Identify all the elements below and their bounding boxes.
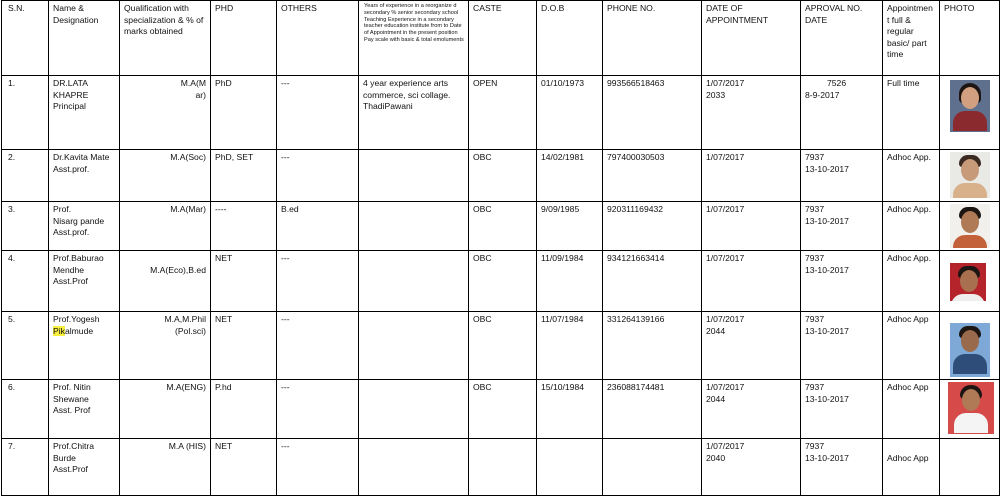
cell-name: Prof. Nitin Shewane Asst. Prof <box>49 380 120 439</box>
cell-experience <box>359 312 469 380</box>
cell-sn: 3. <box>2 202 49 251</box>
cell-date-appointment: 1/07/2017 2044 <box>702 380 801 439</box>
header-row <box>2 1 1000 76</box>
cell-qualification: M.A(Soc) <box>120 150 211 202</box>
portrait-photo-icon <box>950 80 990 132</box>
header-phone: PHONE NO. <box>603 1 702 76</box>
cell-phd: P.hd <box>211 380 277 439</box>
cell-approval: 7937 13-10-2017 <box>801 150 883 202</box>
cell-phone: 797400030503 <box>603 150 702 202</box>
cell-appointment-type: Full time <box>883 76 940 150</box>
cell-qualification: M.A(M ar) <box>120 76 211 150</box>
cell-appointment-type: Adhoc App. <box>883 251 940 312</box>
cell-sn: 1. <box>2 76 49 150</box>
portrait-photo-icon <box>950 152 990 198</box>
table-row <box>2 202 1000 251</box>
cell-others: --- <box>277 251 359 312</box>
cell-caste: OBC <box>469 202 537 251</box>
cell-phd: NET <box>211 439 277 496</box>
cell-date-appointment: 1/07/2017 <box>702 251 801 312</box>
cell-sn: 4. <box>2 251 49 312</box>
cell-phone: 236088174481 <box>603 380 702 439</box>
cell-approval: 7937 13-10-2017 <box>801 312 883 380</box>
cell-appointment-type: Adhoc App <box>883 380 940 439</box>
cell-experience <box>359 439 469 496</box>
table-row <box>2 439 1000 496</box>
cell-qualification: M.A(ENG) <box>120 380 211 439</box>
cell-phone: 331264139166 <box>603 312 702 380</box>
cell-dob: 14/02/1981 <box>537 150 603 202</box>
cell-dob: 11/07/1984 <box>537 312 603 380</box>
cell-name: DR.LATA KHAPRE Principal <box>49 76 120 150</box>
cell-sn: 6. <box>2 380 49 439</box>
cell-date-appointment: 1/07/2017 <box>702 150 801 202</box>
cell-name: Prof.Baburao Mendhe Asst.Prof <box>49 251 120 312</box>
cell-sn: 5. <box>2 312 49 380</box>
header-others: OTHERS <box>277 1 359 76</box>
cell-others: --- <box>277 76 359 150</box>
cell-dob: 15/10/1984 <box>537 380 603 439</box>
cell-appointment-type: Adhoc App <box>883 312 940 380</box>
cell-photo <box>940 380 1000 439</box>
cell-experience: 4 year experience arts commerce, sci collage. ThadiPawani <box>359 76 469 150</box>
cell-approval: 7526 8-9-2017 <box>801 76 883 150</box>
cell-name: Prof.Yogesh Pikalmude <box>49 312 120 380</box>
cell-photo <box>940 76 1000 150</box>
cell-dob: 11/09/1984 <box>537 251 603 312</box>
cell-dob: 01/10/1973 <box>537 76 603 150</box>
cell-dob <box>537 439 603 496</box>
cell-date-appointment: 1/07/2017 2033 <box>702 76 801 150</box>
header-date-appointment: DATE OF APPOINTMENT <box>702 1 801 76</box>
cell-sn: 2. <box>2 150 49 202</box>
cell-name: Dr.Kavita Mate Asst.prof. <box>49 150 120 202</box>
table-row <box>2 76 1000 150</box>
header-dob: D.O.B <box>537 1 603 76</box>
table-row <box>2 312 1000 380</box>
header-caste: CASTE <box>469 1 537 76</box>
header-photo: PHOTO <box>940 1 1000 76</box>
portrait-photo-icon <box>950 323 990 377</box>
cell-experience <box>359 251 469 312</box>
cell-caste: OBC <box>469 380 537 439</box>
portrait-photo-icon <box>950 263 986 301</box>
cell-qualification: M.A(Eco),B.ed <box>120 251 211 312</box>
cell-experience <box>359 202 469 251</box>
cell-phd: ---- <box>211 202 277 251</box>
cell-others: --- <box>277 439 359 496</box>
cell-phd: PhD, SET <box>211 150 277 202</box>
cell-qualification: M.A(Mar) <box>120 202 211 251</box>
cell-others: --- <box>277 150 359 202</box>
header-approval: APROVAL NO. DATE <box>801 1 883 76</box>
cell-others: B.ed <box>277 202 359 251</box>
cell-approval: 7937 13-10-2017 <box>801 380 883 439</box>
cell-caste <box>469 439 537 496</box>
cell-qualification: M.A,M.Phil (Pol.sci) <box>120 312 211 380</box>
cell-name: Prof. Nisarg pande Asst.prof. <box>49 202 120 251</box>
cell-photo <box>940 439 1000 496</box>
cell-date-appointment: 1/07/2017 2044 <box>702 312 801 380</box>
cell-phone: 920311169432 <box>603 202 702 251</box>
cell-phone: 934121663414 <box>603 251 702 312</box>
cell-approval: 7937 13-10-2017 <box>801 439 883 496</box>
cell-approval: 7937 13-10-2017 <box>801 202 883 251</box>
table-row <box>2 251 1000 312</box>
portrait-photo-icon <box>950 204 990 248</box>
cell-photo <box>940 251 1000 312</box>
header-appointment-type: Appointmen t full & regular basic/ part time <box>883 1 940 76</box>
cell-dob: 9/09/1985 <box>537 202 603 251</box>
portrait-photo-icon <box>948 382 994 434</box>
table-row <box>2 150 1000 202</box>
header-name: Name & Designation <box>49 1 120 76</box>
cell-experience <box>359 380 469 439</box>
cell-appointment-type: Adhoc App <box>883 439 940 496</box>
cell-photo <box>940 150 1000 202</box>
cell-date-appointment: 1/07/2017 2040 <box>702 439 801 496</box>
cell-caste: OBC <box>469 150 537 202</box>
cell-caste: OPEN <box>469 76 537 150</box>
cell-phd: NET <box>211 251 277 312</box>
header-phd: PHD <box>211 1 277 76</box>
cell-phone <box>603 439 702 496</box>
cell-experience <box>359 150 469 202</box>
cell-others: --- <box>277 380 359 439</box>
cell-caste: OBC <box>469 312 537 380</box>
cell-caste: OBC <box>469 251 537 312</box>
staff-table <box>1 0 1000 496</box>
header-sn: S.N. <box>2 1 49 76</box>
cell-appointment-type: Adhoc App. <box>883 150 940 202</box>
cell-photo <box>940 312 1000 380</box>
cell-phone: 993566518463 <box>603 76 702 150</box>
cell-others: --- <box>277 312 359 380</box>
cell-phd: PhD <box>211 76 277 150</box>
header-experience: Years of experience in a reorganize d secondary % senior secondary school Teaching Experience in a secondary teacher education institute from to Date of Appointment in the present position Pay scale with basic & total emoluments <box>359 1 469 76</box>
cell-approval: 7937 13-10-2017 <box>801 251 883 312</box>
cell-sn: 7. <box>2 439 49 496</box>
cell-appointment-type: Adhoc App. <box>883 202 940 251</box>
cell-date-appointment: 1/07/2017 <box>702 202 801 251</box>
header-qualification: Qualification with specialization & % of marks obtained <box>120 1 211 76</box>
cell-photo <box>940 202 1000 251</box>
search-highlight: Pik <box>53 325 65 336</box>
cell-qualification: M.A (HIS) <box>120 439 211 496</box>
cell-name: Prof.Chitra Burde Asst.Prof <box>49 439 120 496</box>
table-row <box>2 380 1000 439</box>
cell-phd: NET <box>211 312 277 380</box>
